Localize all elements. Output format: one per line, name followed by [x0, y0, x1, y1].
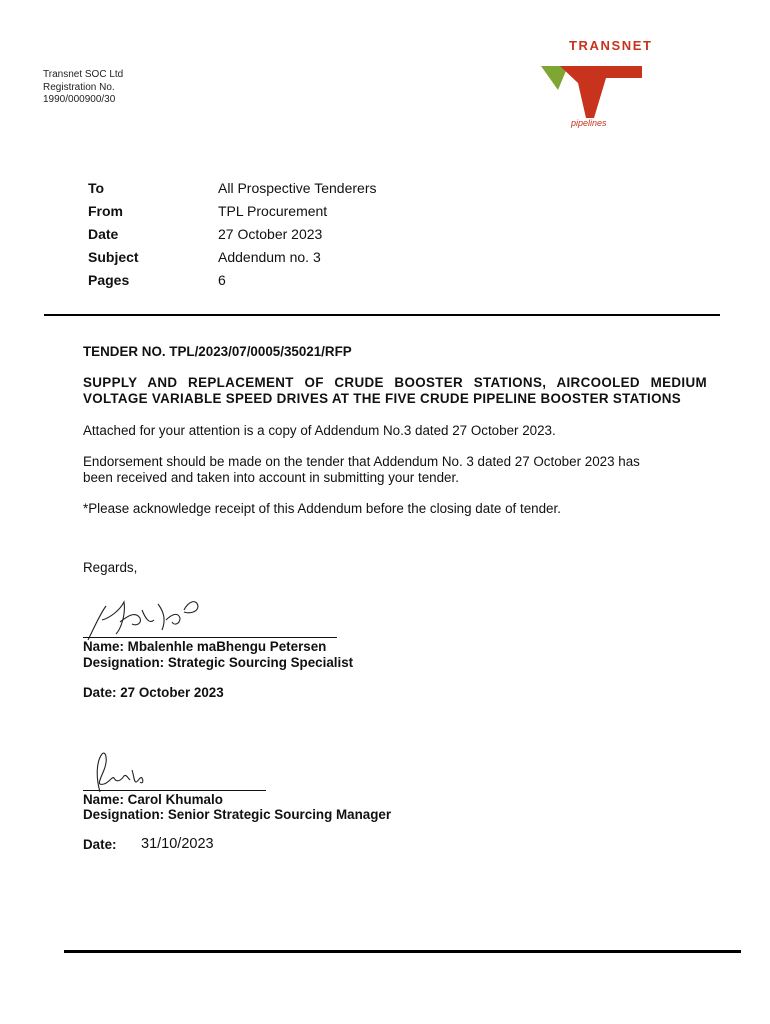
logo-red-shape [560, 66, 642, 118]
memo-from-value: TPL Procurement [218, 202, 328, 219]
memo-subject-value: Addendum no. 3 [218, 249, 321, 266]
signature-2-icon [82, 748, 162, 796]
memo-pages-label: Pages [88, 272, 130, 289]
tender-number: TENDER NO. TPL/2023/07/0005/35021/RFP [83, 344, 352, 359]
company-info [43, 69, 123, 107]
regards: Regards, [83, 560, 138, 575]
signatory1-designation: Strategic Sourcing Specialist [167, 655, 354, 670]
memo-row-subject [88, 246, 376, 269]
signature-line-2 [83, 790, 266, 791]
footer-divider [64, 950, 741, 953]
memo-subject-label: Subject [88, 249, 139, 266]
memo-pages-value: 6 [218, 272, 226, 289]
signatory2-designation: Senior Strategic Sourcing Manager [167, 807, 392, 822]
memo-header [88, 176, 376, 292]
signatory1-designation-label: Designation: [83, 655, 165, 670]
tender-title-line1: SUPPLY AND REPLACEMENT OF CRUDE BOOSTER STATIONS, AIRCOOLED MEDIUM [83, 375, 707, 390]
memo-from-label: From [88, 202, 123, 219]
memo-date-label: Date [88, 225, 119, 242]
logo-wordmark: TRANSNET [569, 38, 653, 53]
paragraph-endorsement-line1: Endorsement should be made on the tender that Addendum No. 3 dated 27 October 2023 has [83, 454, 640, 469]
signatory1-name-row [83, 639, 723, 655]
paragraph-endorsement-line2: been received and taken into account in submitting your tender. [83, 470, 459, 485]
transnet-logo [538, 38, 678, 134]
memo-row-date [88, 222, 376, 245]
signatory1-date: 27 October 2023 [120, 685, 224, 700]
paragraph-attached: Attached for your attention is a copy of Addendum No.3 dated 27 October 2023. [83, 423, 556, 438]
signatory1-designation-row [83, 655, 723, 671]
tender-title-line2: VOLTAGE VARIABLE SPEED DRIVES AT THE FIVE CRUDE PIPELINE BOOSTER STATIONS [83, 391, 681, 406]
signatory1-name: Mbalenhle maBhengu Petersen [127, 639, 327, 654]
signatory2-name-row [83, 792, 723, 808]
signatory2-designation-row [83, 807, 723, 823]
memo-date-value: 27 October 2023 [218, 225, 323, 242]
company-name: Transnet SOC Ltd [43, 69, 124, 80]
paragraph-acknowledge: *Please acknowledge receipt of this Addendum before the closing date of tender. [83, 501, 561, 516]
registration-number: 1990/000900/30 [43, 94, 116, 105]
logo-mark-icon [538, 38, 678, 134]
memo-to-value: All Prospective Tenderers [218, 179, 377, 196]
signatory2-designation-label: Designation: [83, 807, 165, 822]
signature-line-1 [83, 637, 337, 638]
signatory1-date-row [83, 685, 723, 701]
signatory1-date-label: Date: [83, 685, 117, 700]
memo-row-pages [88, 269, 376, 292]
registration-label: Registration No. [43, 81, 115, 93]
signatory2-name: Carol Khumalo [127, 792, 223, 807]
memo-row-from [88, 199, 376, 222]
memo-to-label: To [88, 179, 105, 196]
signatory2-date-label: Date: [83, 837, 117, 852]
signatory1-name-label: Name: [83, 639, 124, 654]
header-divider [44, 314, 720, 316]
signatory2-date: 31/10/2023 [141, 836, 214, 852]
logo-tagline: pipelines [571, 118, 607, 128]
memo-row-to [88, 176, 376, 199]
signatory2-name-label: Name: [83, 792, 124, 807]
